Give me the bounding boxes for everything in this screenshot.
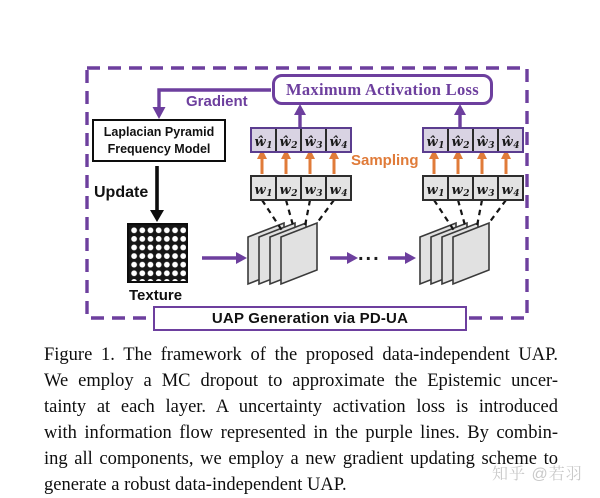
update-arrow: [150, 166, 164, 222]
weight-subscript: 3: [488, 189, 495, 199]
weight-symbol: w: [279, 183, 291, 198]
model-box-line2: Frequency Model: [107, 141, 211, 156]
ellipsis-dots: ...: [358, 243, 381, 265]
loss-input-arrow-left: [294, 104, 306, 127]
laplacian-pyramid-model-box: [92, 119, 226, 162]
weight-subscript: 2: [463, 189, 470, 199]
w-hat-cell-4: [327, 129, 350, 151]
w-hat-row-left: [250, 127, 352, 153]
maximum-activation-loss-label: Maximum Activation Loss: [286, 79, 479, 99]
w-cell-4: [499, 177, 522, 199]
caption-line: Figure 1. The framework of the proposed data-independent UAP.: [44, 345, 558, 365]
flow-arrow-texture-to-net: [202, 252, 247, 264]
watermark-text: 知乎 @若羽: [492, 466, 583, 483]
w-hat-cell-2: [277, 129, 302, 151]
weight-subscript: 3: [488, 141, 495, 151]
weight-subscript: 3: [316, 189, 323, 199]
w-cell-2: [449, 177, 474, 199]
weight-symbol: ŵ: [501, 135, 513, 150]
weight-subscript: 4: [341, 189, 348, 199]
w-cell-4: [327, 177, 350, 199]
weight-symbol: ŵ: [304, 135, 316, 150]
weight-subscript: 1: [438, 189, 445, 199]
weight-symbol: w: [501, 183, 513, 198]
weight-subscript: 1: [266, 141, 273, 151]
w-row-right: [422, 175, 524, 201]
flow-arrow-dots-to-net: [388, 252, 416, 264]
w-cell-1: [424, 177, 449, 199]
weight-subscript: 3: [316, 141, 323, 151]
weight-subscript: 2: [291, 189, 298, 199]
weight-subscript: 4: [341, 141, 348, 151]
w-hat-row-right: [422, 127, 524, 153]
w-cell-2: [277, 177, 302, 199]
w-hat-cell-1: [424, 129, 449, 151]
weight-subscript: 1: [266, 189, 273, 199]
figure-caption: [44, 342, 558, 498]
gradient-label: Gradient: [186, 93, 248, 110]
flow-arrow-net-to-dots: [330, 252, 358, 264]
caption-line: with information flow represented in the purple lines. By combin-: [44, 423, 558, 443]
w-cell-3: [302, 177, 327, 199]
weight-subscript: 2: [291, 141, 298, 151]
sampling-label: Sampling: [351, 152, 419, 169]
weight-subscript: 1: [438, 141, 445, 151]
caption-line: ing all components, we employ a new gradient updating scheme to: [44, 449, 558, 469]
caption-line: We employ a MC dropout to approximate the Epistemic uncer-: [44, 371, 558, 391]
weight-subscript: 2: [463, 141, 470, 151]
weight-subscript: 4: [513, 141, 520, 151]
texture-label: Texture: [129, 287, 183, 304]
w-row-left: [250, 175, 352, 201]
w-hat-cell-4: [499, 129, 522, 151]
texture-image: [127, 223, 188, 283]
weight-symbol: w: [476, 183, 488, 198]
w-cell-1: [252, 177, 277, 199]
weight-symbol: ŵ: [476, 135, 488, 150]
weight-symbol: ŵ: [329, 135, 341, 150]
w-hat-cell-3: [302, 129, 327, 151]
w-cell-3: [474, 177, 499, 199]
uap-generation-box: [153, 306, 467, 331]
model-box-line1: Laplacian Pyramid: [103, 125, 215, 140]
update-label: Update: [94, 184, 149, 201]
w-hat-cell-2: [449, 129, 474, 151]
layer-stack-left: [248, 223, 317, 284]
w-hat-cell-3: [474, 129, 499, 151]
weight-subscript: 4: [513, 189, 520, 199]
weight-symbol: ŵ: [254, 135, 266, 150]
maximum-activation-loss-box: [272, 74, 493, 105]
weight-symbol: w: [304, 183, 316, 198]
caption-line: generate a robust data-independent UAP.: [44, 475, 347, 495]
weight-symbol: w: [426, 183, 438, 198]
weight-symbol: w: [451, 183, 463, 198]
weight-symbol: ŵ: [426, 135, 438, 150]
weight-symbol: ŵ: [279, 135, 291, 150]
weight-symbol: w: [329, 183, 341, 198]
layer-stack-right: [420, 223, 489, 284]
caption-line: tainty at each layer. A uncertainty activation loss is introduced: [44, 397, 558, 417]
loss-input-arrow-right: [454, 104, 466, 127]
uap-generation-label: UAP Generation via PD-UA: [211, 310, 409, 327]
w-hat-cell-1: [252, 129, 277, 151]
weight-symbol: w: [254, 183, 266, 198]
weight-symbol: ŵ: [451, 135, 463, 150]
